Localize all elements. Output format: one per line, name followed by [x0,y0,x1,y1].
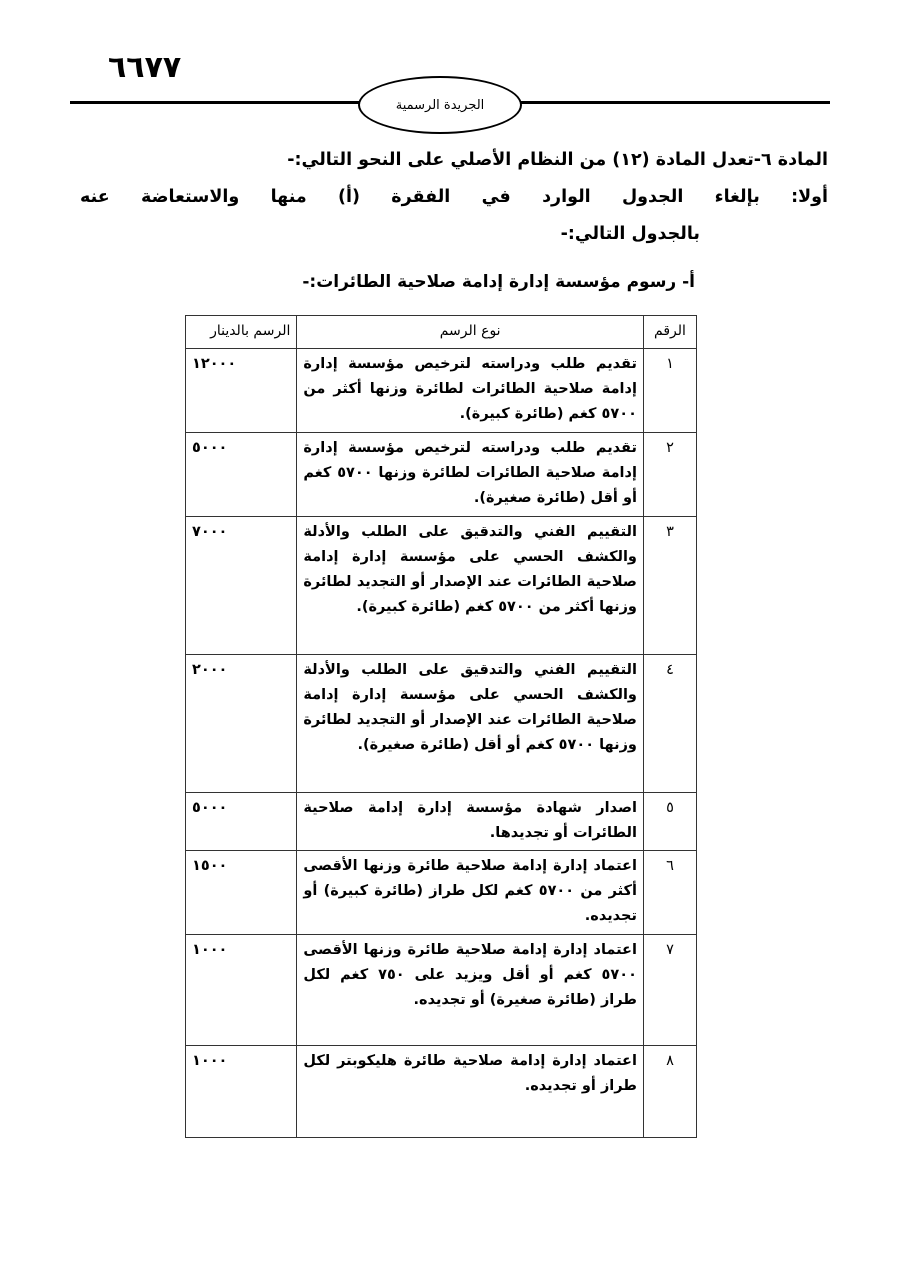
row-fee: ١٥٠٠ [186,851,297,935]
row-number: ٢ [643,433,696,517]
table-row [186,517,697,655]
row-fee-type: تقديم طلب ودراسته لترخيص مؤسسة إدارة إدامة صلاحية الطائرات لطائرة وزنها أكثر من ٥٧٠٠ كغم (طائرة كبيرة). [297,349,644,433]
row-fee-type: اعتماد إدارة إدامة صلاحية طائرة وزنها الأقصى ٥٧٠٠ كغم أو أقل ويزيد على ٧٥٠ كغم لكل طراز (طائرة صغيرة) أو تجديده. [297,935,644,1046]
table-row [186,793,697,851]
row-fee: ١٢٠٠٠ [186,349,297,433]
gazette-title-oval [358,76,522,134]
table-row [186,349,697,433]
table-row [186,433,697,517]
first-clause-continuation: بالجدول التالي:- [560,224,700,244]
header-fee: الرسم بالدينار [186,316,297,349]
first-clause-line: أولا: بإلغاء الجدول الوارد في الفقرة (أ) منها والاستعاضة عنه [80,187,828,207]
gazette-title: الجريدة الرسمية [395,97,485,113]
table-title: أ- رسوم مؤسسة إدارة إدامة صلاحية الطائرات:- [302,272,695,292]
header-number: الرقم [643,316,696,349]
row-fee-type: اعتماد إدارة إدامة صلاحية طائرة وزنها الأقصى أكثر من ٥٧٠٠ كغم لكل طراز (طائرة كبيرة) أو تجديده. [297,851,644,935]
row-fee: ١٠٠٠ [186,1046,297,1138]
row-fee: ٥٠٠٠ [186,433,297,517]
table-row [186,1046,697,1138]
row-number: ٨ [643,1046,696,1138]
row-number: ٤ [643,655,696,793]
row-fee: ١٠٠٠ [186,935,297,1046]
table-row [186,935,697,1046]
row-fee: ٢٠٠٠ [186,655,297,793]
fees-table [185,315,697,1138]
table-row [186,655,697,793]
row-fee-type: اعتماد إدارة إدامة صلاحية طائرة هليكوبتر لكل طراز أو تجديده. [297,1046,644,1138]
row-fee-type: التقييم الفني والتدقيق على الطلب والأدلة والكشف الحسي على مؤسسة إدارة إدامة صلاحية الطائرات عند الإصدار أو التجديد لطائرة وزنها ٥٧٠٠ كغم أو أقل (طائرة صغيرة). [297,655,644,793]
article-heading: المادة ٦-تعدل المادة (١٢) من النظام الأصلي على النحو التالي:- [287,150,828,170]
page-number: ٦٦٧٧ [108,50,182,85]
row-fee-type: التقييم الفني والتدقيق على الطلب والأدلة والكشف الحسي على مؤسسة إدارة إدامة صلاحية الطائرات عند الإصدار أو التجديد لطائرة وزنها أكثر من ٥٧٠٠ كغم (طائرة كبيرة). [297,517,644,655]
row-number: ٣ [643,517,696,655]
table-row [186,851,697,935]
row-fee: ٥٠٠٠ [186,793,297,851]
header-fee-type: نوع الرسم [297,316,644,349]
row-fee-type: اصدار شهادة مؤسسة إدارة إدامة صلاحية الطائرات أو تجديدها. [297,793,644,851]
row-fee-type: تقديم طلب ودراسته لترخيص مؤسسة إدارة إدامة صلاحية الطائرات لطائرة وزنها ٥٧٠٠ كغم أو أقل (طائرة صغيرة). [297,433,644,517]
row-number: ٥ [643,793,696,851]
row-number: ٦ [643,851,696,935]
row-number: ١ [643,349,696,433]
row-number: ٧ [643,935,696,1046]
row-fee: ٧٠٠٠ [186,517,297,655]
table-header-row [186,316,697,349]
